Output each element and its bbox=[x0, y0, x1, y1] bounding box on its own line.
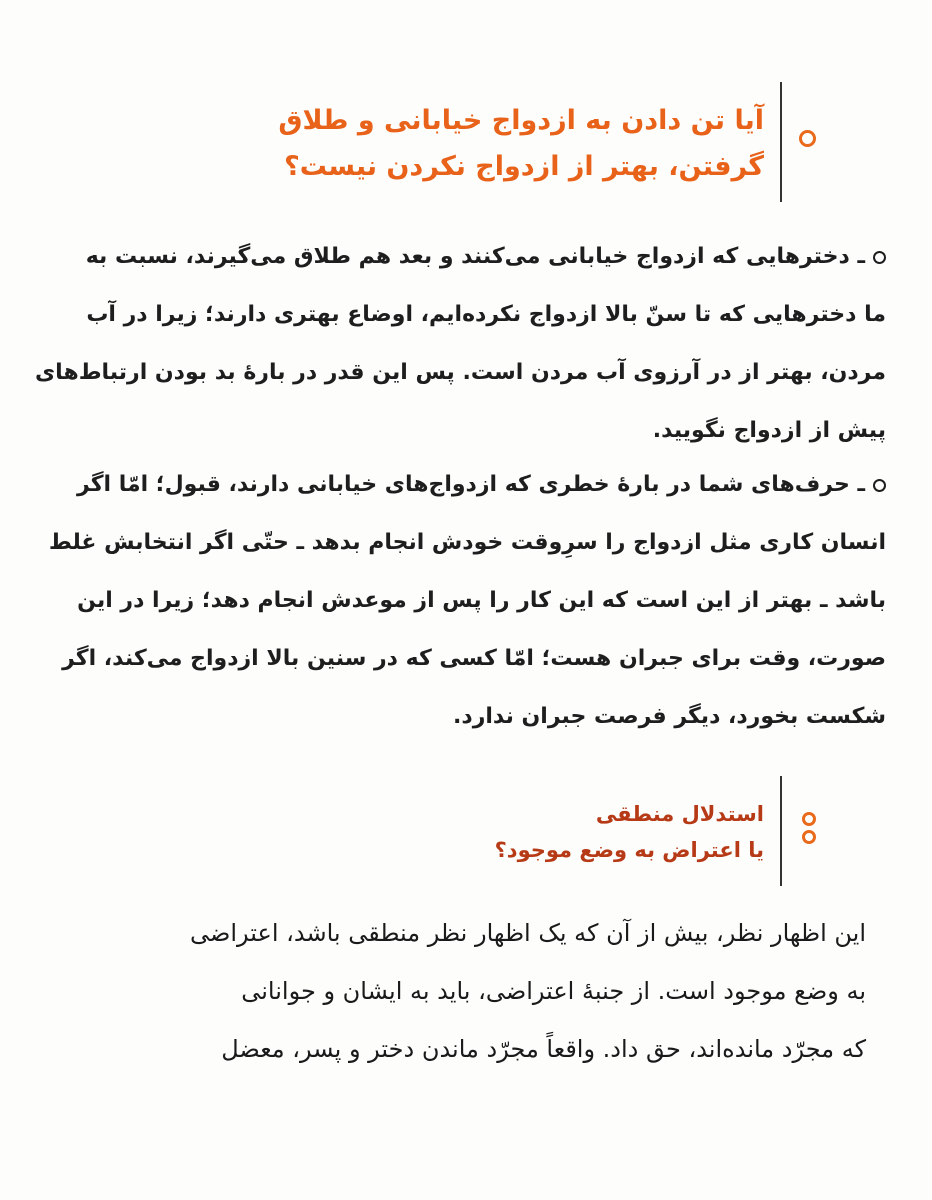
text-line: به وضع موجود است. از جنبهٔ اعتراضی، باید به ایشان و جوانانی bbox=[241, 977, 866, 1005]
double-circle-icon bbox=[802, 812, 816, 848]
bullet-circle-icon bbox=[799, 130, 816, 147]
question-line: آیا تن دادن به ازدواج خیابانی و طلاق bbox=[278, 105, 764, 136]
text-line: ما دخترهایی که تا سنّ بالا ازدواج نکرده‌ایم، اوضاع بهتری دارند؛ زیرا در آب bbox=[86, 302, 886, 327]
paragraph-3 bbox=[76, 904, 866, 1078]
text-line: این اظهار نظر، بیش از آن که یک اظهار نظر منطقی باشد، اعتراضی bbox=[189, 919, 866, 947]
text-line: پیش از ازدواج نگویید. bbox=[652, 418, 886, 443]
subheading-line: استدلال منطقی bbox=[595, 802, 764, 826]
paragraph-1 bbox=[35, 228, 886, 460]
subheading-divider bbox=[780, 776, 782, 886]
subheading-line: یا اعتراض به وضع موجود؟ bbox=[494, 838, 764, 862]
paragraph-2 bbox=[46, 456, 886, 746]
small-circle-icon bbox=[873, 479, 886, 492]
question-heading bbox=[162, 82, 782, 202]
question-title bbox=[164, 98, 764, 190]
heading-divider bbox=[780, 82, 782, 202]
text-line: ـ حرف‌های شما در بارهٔ خطری که ازدواج‌های خیابانی دارند، قبول؛ امّا اگر bbox=[46, 456, 886, 514]
text-line: شکست بخورد، دیگر فرصت جبران ندارد. bbox=[453, 704, 886, 729]
small-circle-icon bbox=[873, 251, 886, 264]
text-line: مردن، بهتر از در آرزوی آب مردن است. پس این قدر در بارهٔ بد بودن ارتباط‌های bbox=[35, 360, 886, 385]
text-line: صورت، وقت برای جبران هست؛ امّا کسی که در سنین بالا ازدواج می‌کند، اگر bbox=[62, 646, 886, 671]
question-line: گرفتن، بهتر از ازدواج نکردن نیست؟ bbox=[284, 151, 764, 182]
subheading-title bbox=[384, 796, 764, 868]
text-line: انسان کاری مثل ازدواج را سرِوقت خودش انجام بدهد ـ حتّی اگر انتخابش غلط bbox=[48, 530, 886, 555]
text-line: ـ دخترهایی که ازدواج خیابانی می‌کنند و بعد هم طلاق می‌گیرند، نسبت به bbox=[46, 228, 886, 286]
text-line: باشد ـ بهتر از این است که این کار را پس از موعدش انجام دهد؛ زیرا در این bbox=[77, 588, 886, 613]
text-line: که مجرّد مانده‌اند، حق داد. واقعاً مجرّد ماندن دختر و پسر، معضل bbox=[221, 1035, 866, 1063]
section-subheading bbox=[382, 776, 782, 886]
